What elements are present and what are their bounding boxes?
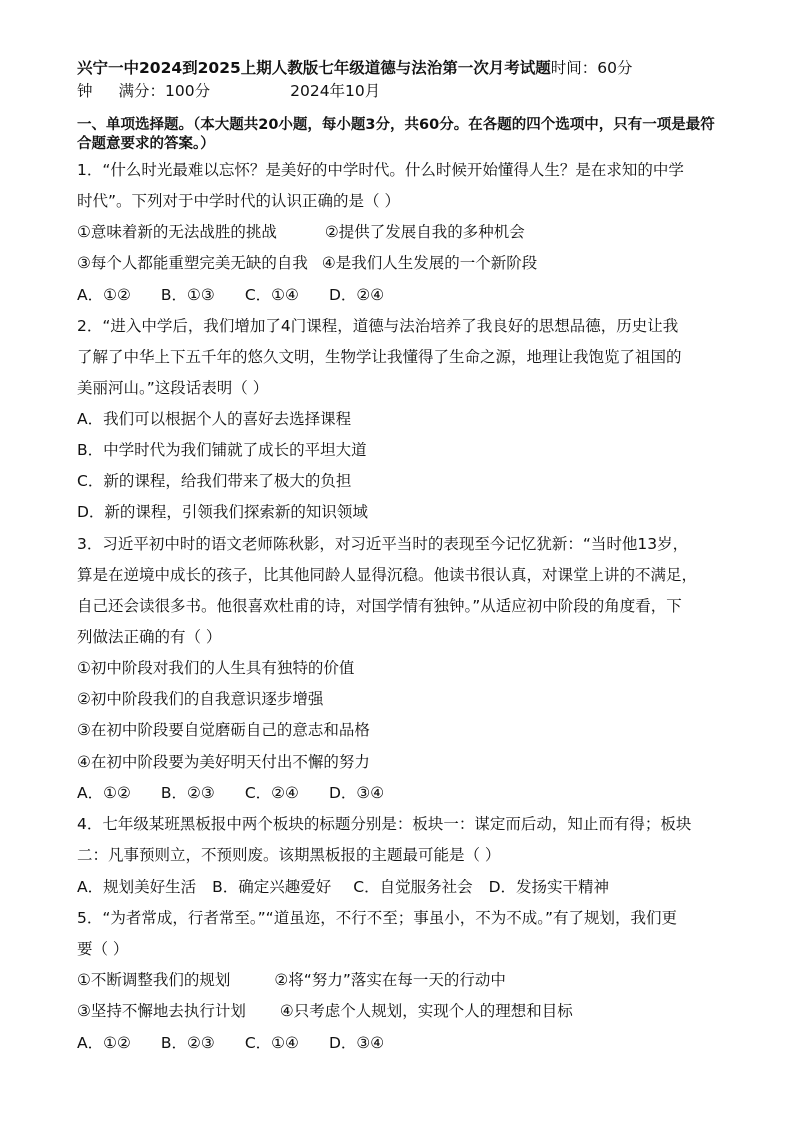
q3-option-a: A．①② [77,784,131,802]
q2-option-a: A．我们可以根据个人的喜好去选择课程 [77,410,352,428]
q1-options [77,283,384,305]
q4-options [77,875,609,897]
q4-stem-line1: 4．七年级某班黑板报中两个板块的标题分别是：板块一：谋定而后动，知止而有得；板块 [77,815,692,833]
exam-title-line [77,56,633,78]
q5-statements-row1 [77,968,506,990]
q3-stem-line1: 3．习近平初中时的语文老师陈秋影，对习近平当时的表现至今记忆犹新：“当时他13岁， [77,535,689,553]
exam-time: 时间：60分 [550,59,633,77]
exam-meta-line [77,79,380,101]
exam-title: 兴宁一中2024到2025上期人教版七年级道德与法治第一次月考试题 [77,59,551,77]
q3-options [77,781,384,803]
q1-statement-3: ③每个人都能重塑完美无缺的自我 [77,254,308,272]
exam-date: 2024年10月 [290,82,381,100]
q3-stem-line2: 算是在逆境中成长的孩子，比其他同龄人显得沉稳。他读书很认真，对课堂上讲的不满足， [77,566,698,584]
q5-option-c: C．①④ [244,1034,299,1052]
q5-option-a: A．①② [77,1034,131,1052]
q3-option-b: B．②③ [160,784,215,802]
q5-options [77,1031,384,1053]
q1-stem-line2: 时代”。下列对于中学时代的认识正确的是（ ） [77,192,400,210]
q4-option-c: C．自觉服务社会 [353,878,473,896]
q4-option-d: D．发扬实干精神 [488,878,610,896]
q2-stem-line2: 了解了中华上下五千年的悠久文明，生物学让我懂得了生命之源，地理让我饱览了祖国的 [77,348,682,366]
q1-option-c: C．①④ [244,286,299,304]
exam-time-suffix: 钟 [77,82,93,100]
q4-stem-line2: 二：凡事预则立，不预则废。该期黑板报的主题最可能是（ ） [77,846,501,864]
q5-statement-1: ①不断调整我们的规划 [77,971,231,989]
q3-statement-4: ④在初中阶段要为美好明天付出不懈的努力 [77,753,370,771]
q3-statement-1: ①初中阶段对我们的人生具有独特的价值 [77,659,355,677]
q5-statement-4: ④只考虑个人规划，实现个人的理想和目标 [279,1002,573,1020]
q1-statements-row1 [77,220,525,242]
q5-statements-row2 [77,999,573,1021]
q5-statement-3: ③坚持不懈地去执行计划 [77,1002,246,1020]
q5-option-d: D．③④ [328,1034,385,1052]
q2-stem-line3: 美丽河山。”这段话表明（ ） [77,379,269,397]
q3-stem-line4: 列做法正确的有（ ） [77,628,222,646]
q5-stem-line1: 5．“为者常成，行者常至。”“道虽迩，不行不至；事虽小，不为不成。”有了规划，我们更 [77,909,677,927]
q2-option-d: D．新的课程，引领我们探索新的知识领域 [77,503,368,521]
q3-statement-2: ②初中阶段我们的自我意识逐步增强 [77,690,324,708]
q5-statement-2: ②将“努力”落实在每一天的行动中 [274,971,506,989]
q1-statement-1: ①意味着新的无法战胜的挑战 [77,223,277,241]
q5-stem-line2: 要（ ） [77,940,129,958]
exam-score: 满分：100分 [118,82,211,100]
q1-option-b: B．①③ [160,286,215,304]
q2-option-c: C．新的课程，给我们带来了极大的负担 [77,472,352,490]
q1-option-d: D．②④ [328,286,385,304]
q5-option-b: B．②③ [160,1034,215,1052]
q1-statements-row2 [77,251,537,273]
q2-option-b: B．中学时代为我们铺就了成长的平坦大道 [77,441,367,459]
q1-stem-line1: 1．“什么时光最难以忘怀？是美好的中学时代。什么时候开始懂得人生？是在求知的中学 [77,161,684,179]
q3-option-d: D．③④ [328,784,385,802]
q4-option-b: B．确定兴趣爱好 [212,878,332,896]
q1-option-a: A．①② [77,286,131,304]
q4-option-a: A．规划美好生活 [77,878,197,896]
q3-option-c: C．②④ [244,784,299,802]
q3-stem-line3: 自己还会读很多书。他很喜欢杜甫的诗，对国学情有独钟。”从适应初中阶段的角度看，下 [77,597,682,615]
section-heading: 一、单项选择题。（本大题共20小题，每小题3分，共60分。在各题的四个选项中，只有一项是最符合题意要求的答案。） [77,117,715,152]
q1-statement-2: ②提供了发展自我的多种机会 [324,223,525,241]
q1-statement-4: ④是我们人生发展的一个新阶段 [321,254,538,272]
q3-statement-3: ③在初中阶段要自觉磨砺自己的意志和品格 [77,721,370,739]
q2-stem-line1: 2．“进入中学后，我们增加了4门课程，道德与法治培养了我良好的思想品德，历史让我 [77,317,679,335]
